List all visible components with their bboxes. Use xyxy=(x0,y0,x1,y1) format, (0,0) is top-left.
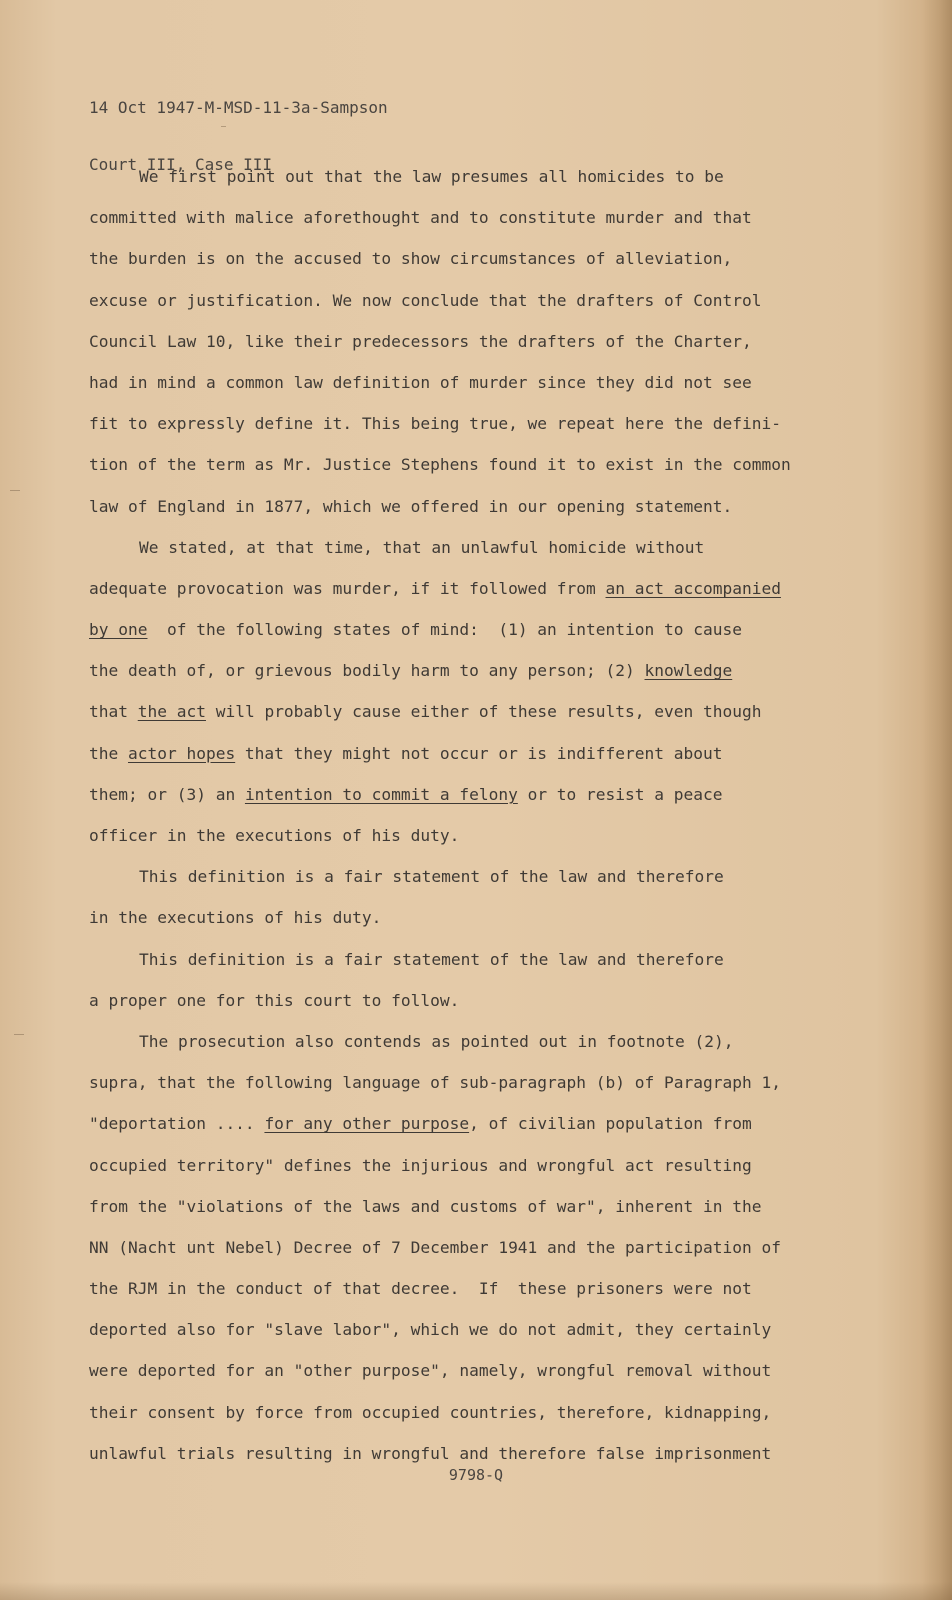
text-line xyxy=(89,939,849,980)
underlined-phrase: for any other purpose xyxy=(264,1114,470,1134)
text-segment: We stated, at that time, that an unlawful homicide without xyxy=(139,537,705,557)
text-line xyxy=(89,980,849,1021)
text-segment: This definition is a fair statement of the law and therefore xyxy=(139,867,724,887)
text-segment: law of England in 1877, which we offered in our opening statement. xyxy=(89,496,733,516)
text-segment: tion of the term as Mr. Justice Stephens found it to exist in the common xyxy=(89,455,791,475)
text-segment: Council Law 10, like their predecessors the drafters of the Charter, xyxy=(89,331,752,351)
text-line xyxy=(89,815,849,856)
text-line xyxy=(89,321,849,362)
text-segment: the RJM in the conduct of that decree. If these prisoners were not xyxy=(89,1279,752,1299)
text-line xyxy=(89,444,849,485)
text-segment: NN (Nacht unt Nebel) Decree of 7 December 1941 and the participation of xyxy=(89,1237,781,1257)
text-line xyxy=(89,1145,849,1186)
text-segment: will probably cause either of these results, even though xyxy=(205,702,762,722)
text-line xyxy=(89,1309,849,1350)
text-line xyxy=(89,897,849,938)
text-segment: , of civilian population from xyxy=(469,1114,752,1134)
paper-mark xyxy=(221,126,226,127)
text-segment: in the executions of his duty. xyxy=(89,908,382,928)
text-line xyxy=(89,1268,849,1309)
text-segment: or to resist a peace xyxy=(517,784,723,804)
text-segment: from the "violations of the laws and customs of war", inherent in the xyxy=(89,1196,762,1216)
text-segment: a proper one for this court to follow. xyxy=(89,990,460,1010)
paper-edge-shadow xyxy=(922,0,952,1600)
text-segment: fit to expressly define it. This being true, we repeat here the defini- xyxy=(89,414,781,434)
underlined-phrase: intention to commit a felony xyxy=(244,784,518,804)
text-segment: We first point out that the law presumes all homicides to be xyxy=(139,167,724,186)
text-line xyxy=(89,486,849,527)
text-line xyxy=(89,691,849,732)
text-line xyxy=(89,1021,849,1062)
text-line xyxy=(89,609,849,650)
text-segment: their consent by force from occupied countries, therefore, kidnapping, xyxy=(89,1402,772,1422)
text-segment: the death of, or grievous bodily harm to any person; (2) xyxy=(89,661,645,681)
text-segment: unlawful trials resulting in wrongful and therefore false imprisonment xyxy=(89,1443,772,1463)
text-segment: The prosecution also contends as pointed out in footnote (2), xyxy=(139,1031,734,1051)
paper-mark xyxy=(14,1034,24,1035)
underlined-phrase: actor hopes xyxy=(127,743,236,763)
text-line xyxy=(89,1103,849,1144)
page-number: 9798-Q xyxy=(448,1466,504,1484)
text-line xyxy=(89,856,849,897)
text-line xyxy=(89,650,849,691)
text-line xyxy=(89,280,849,321)
text-line xyxy=(89,527,849,568)
text-segment: had in mind a common law definition of murder since they did not see xyxy=(89,372,752,392)
text-segment: "deportation .... xyxy=(89,1114,265,1134)
text-line xyxy=(89,733,849,774)
paper-bottom-shadow xyxy=(0,1582,952,1600)
text-line xyxy=(89,403,849,444)
text-segment: adequate provocation was murder, if it followed from xyxy=(89,578,606,598)
text-segment: were deported for an "other purpose", namely, wrongful removal without xyxy=(89,1361,772,1381)
text-segment: that xyxy=(89,702,138,722)
text-line xyxy=(89,568,849,609)
text-segment: supra, that the following language of sub-paragraph (b) of Paragraph 1, xyxy=(89,1073,781,1093)
text-segment: occupied territory" defines the injurious and wrongful act resulting xyxy=(89,1155,752,1175)
document-body xyxy=(89,156,849,1474)
underlined-phrase: knowledge xyxy=(644,661,733,681)
text-segment: them; or (3) an xyxy=(89,784,245,804)
text-segment: of the following states of mind: (1) an intention to cause xyxy=(147,620,742,640)
text-segment: officer in the executions of his duty. xyxy=(89,826,460,845)
text-line xyxy=(89,197,849,238)
text-line xyxy=(89,1350,849,1391)
text-segment: This definition is a fair statement of the law and therefore xyxy=(139,949,724,969)
text-segment: committed with malice aforethought and to constitute murder and that xyxy=(89,208,752,228)
text-segment: that they might not occur or is indifferent about xyxy=(235,743,723,763)
text-segment: the xyxy=(89,743,128,763)
text-segment: the burden is on the accused to show circumstances of alleviation, xyxy=(89,249,733,269)
text-line xyxy=(89,774,849,815)
text-line xyxy=(89,1227,849,1268)
text-line xyxy=(89,362,849,403)
text-line xyxy=(89,1186,849,1227)
paper-mark xyxy=(10,490,20,491)
text-segment: deported also for "slave labor", which we do not admit, they certainly xyxy=(89,1320,772,1340)
header-date-line: 14 Oct 1947-M-MSD-11-3a-Sampson xyxy=(89,98,388,117)
underlined-phrase: an act accompanied xyxy=(605,578,781,598)
text-line xyxy=(89,238,849,279)
text-line xyxy=(89,156,849,197)
text-line xyxy=(89,1062,849,1103)
text-line xyxy=(89,1392,849,1433)
underlined-phrase: by one xyxy=(89,620,148,640)
underlined-phrase: the act xyxy=(137,702,206,722)
text-segment: excuse or justification. We now conclude that the drafters of Control xyxy=(89,290,762,310)
header-court-line: Court III, Case III xyxy=(89,155,273,174)
